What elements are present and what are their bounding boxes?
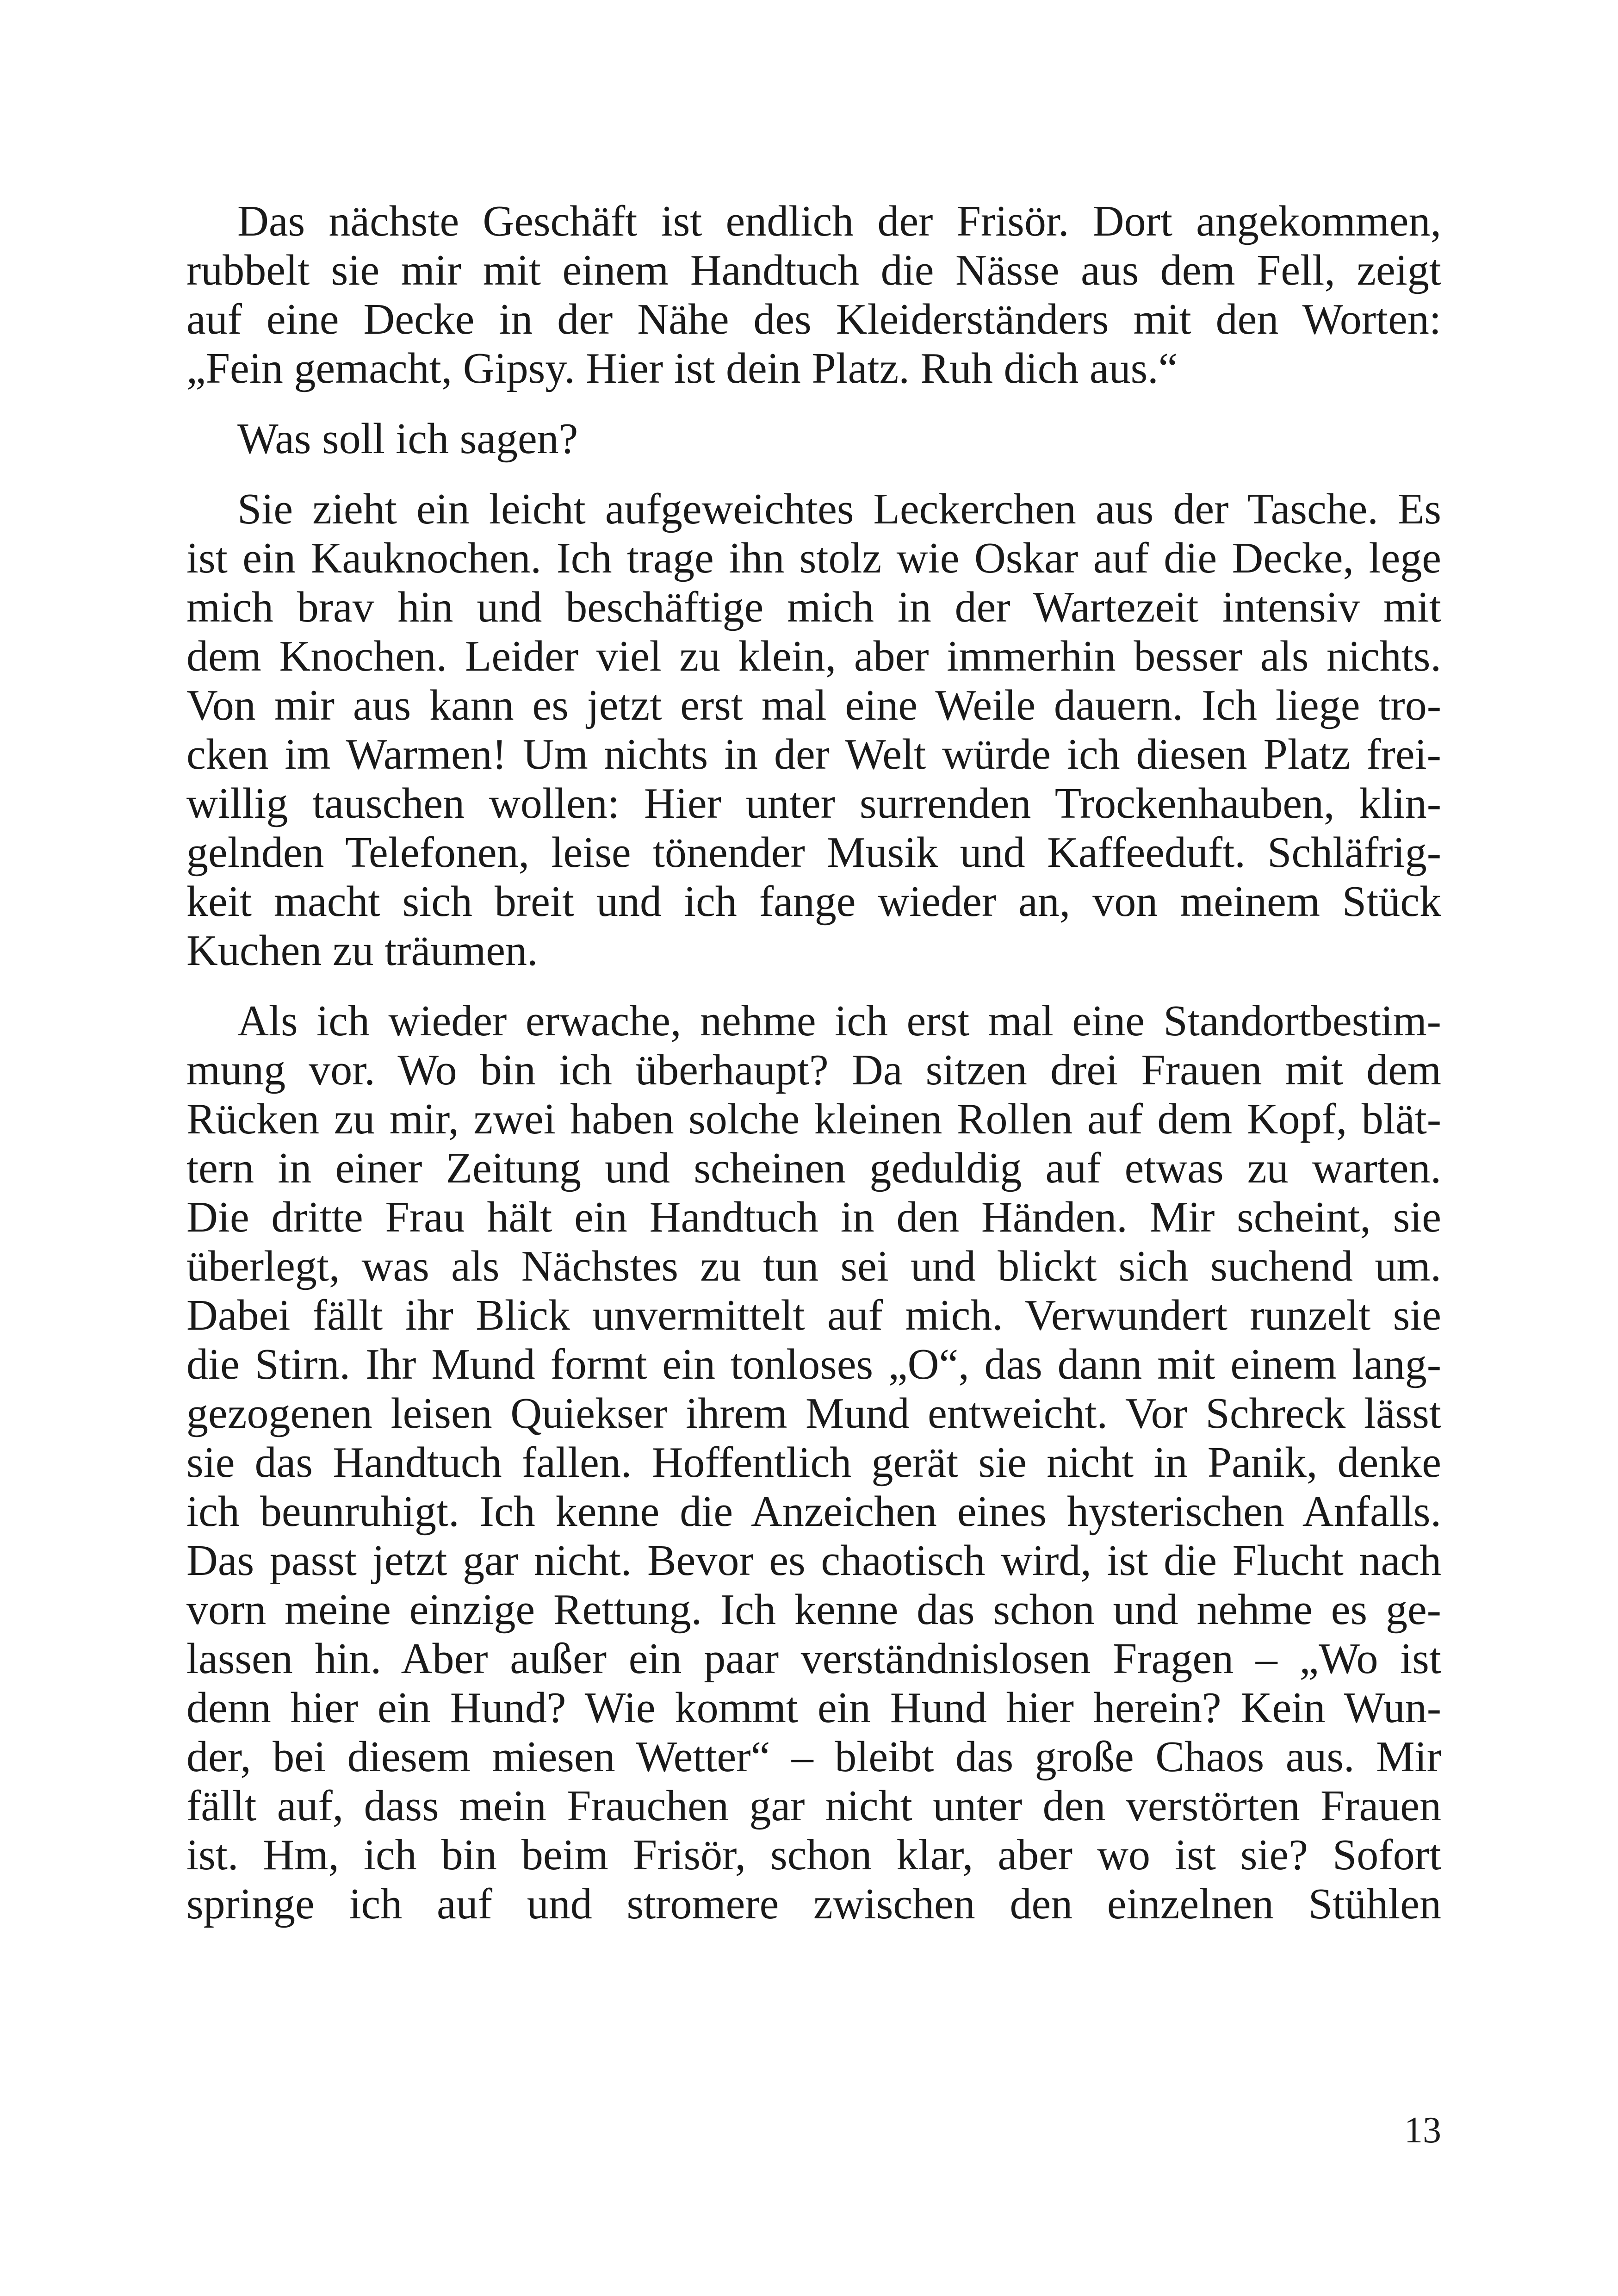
text-line: Sie zieht ein leicht aufgeweichtes Leckerchen aus der Tasche. Es: [237, 485, 1441, 533]
text-line: cken im Warmen! Um nichts in der Welt würde ich diesen Platz frei-: [186, 730, 1441, 778]
text-line: ist ein Kauknochen. Ich trage ihn stolz wie Oskar auf die Decke, lege: [186, 534, 1441, 582]
page-body: [186, 197, 1441, 1929]
text-line: mung vor. Wo bin ich überhaupt? Da sitzen drei Frauen mit dem: [186, 1046, 1441, 1094]
paragraph-3: [186, 485, 1441, 975]
text-line: dem Knochen. Leider viel zu klein, aber immerhin besser als nichts.: [186, 632, 1441, 680]
text-line: gelnden Telefonen, leise tönender Musik und Kaffeeduft. Schläfrig-: [186, 828, 1441, 877]
text-line: „Fein gemacht, Gipsy. Hier ist dein Platz. Ruh dich aus.“: [186, 344, 1178, 392]
text-line: Kuchen zu träumen.: [186, 927, 538, 975]
text-line: Das nächste Geschäft ist endlich der Frisör. Dort angekommen,: [237, 197, 1441, 245]
text-line: fällt auf, dass mein Frauchen gar nicht unter den verstörten Frauen: [186, 1782, 1441, 1830]
text-line: gezogenen leisen Quiekser ihrem Mund entweicht. Vor Schreck lässt: [186, 1389, 1441, 1437]
paragraph-gap: [186, 393, 1441, 414]
text-line: Die dritte Frau hält ein Handtuch in den Händen. Mir scheint, sie: [186, 1193, 1441, 1241]
text-line: willig tauschen wollen: Hier unter surrenden Trockenhauben, klin-: [186, 779, 1441, 828]
text-line: überlegt, was als Nächstes zu tun sei und blickt sich suchend um.: [186, 1242, 1441, 1290]
text-line: vorn meine einzige Rettung. Ich kenne das schon und nehme es ge-: [186, 1586, 1441, 1634]
text-line: Das passt jetzt gar nicht. Bevor es chaotisch wird, ist die Flucht nach: [186, 1537, 1441, 1585]
text-line: ich beunruhigt. Ich kenne die Anzeichen eines hysterischen Anfalls.: [186, 1487, 1441, 1536]
text-line: springe ich auf und stromere zwischen den einzelnen Stühlen: [186, 1880, 1441, 1928]
paragraph-2: [186, 414, 1441, 463]
text-line: ist. Hm, ich bin beim Frisör, schon klar, aber wo ist sie? Sofort: [186, 1831, 1441, 1879]
text-line: Rücken zu mir, zwei haben solche kleinen Rollen auf dem Kopf, blät-: [186, 1095, 1441, 1143]
text-line: der, bei diesem miesen Wetter“ – bleibt das große Chaos aus. Mir: [186, 1733, 1441, 1781]
text-line: Als ich wieder erwache, nehme ich erst mal eine Standortbestim-: [237, 997, 1441, 1045]
text-line: lassen hin. Aber außer ein paar verständnislosen Fragen – „Wo ist: [186, 1635, 1441, 1683]
paragraph-1: [186, 197, 1441, 393]
text-line: keit macht sich breit und ich fange wieder an, von meinem Stück: [186, 877, 1441, 926]
text-line: Von mir aus kann es jetzt erst mal eine Weile dauern. Ich liege tro-: [186, 681, 1441, 729]
text-line: denn hier ein Hund? Wie kommt ein Hund hier herein? Kein Wun-: [186, 1684, 1441, 1732]
paragraph-4: [186, 996, 1441, 1929]
text-line: mich brav hin und beschäftige mich in der Wartezeit intensiv mit: [186, 583, 1441, 631]
paragraph-gap: [186, 463, 1441, 485]
page-number: 13: [1404, 2110, 1441, 2151]
text-line: auf eine Decke in der Nähe des Kleiderständers mit den Worten:: [186, 295, 1441, 343]
text-line: rubbelt sie mir mit einem Handtuch die Nässe aus dem Fell, zeigt: [186, 246, 1441, 294]
text-line: sie das Handtuch fallen. Hoffentlich gerät sie nicht in Panik, denke: [186, 1438, 1441, 1487]
text-line: Was soll ich sagen?: [237, 415, 578, 463]
text-line: die Stirn. Ihr Mund formt ein tonloses „O“, das dann mit einem lang-: [186, 1340, 1441, 1388]
text-line: tern in einer Zeitung und scheinen geduldig auf etwas zu warten.: [186, 1144, 1441, 1192]
paragraph-gap: [186, 975, 1441, 996]
text-line: Dabei fällt ihr Blick unvermittelt auf mich. Verwundert runzelt sie: [186, 1291, 1441, 1339]
